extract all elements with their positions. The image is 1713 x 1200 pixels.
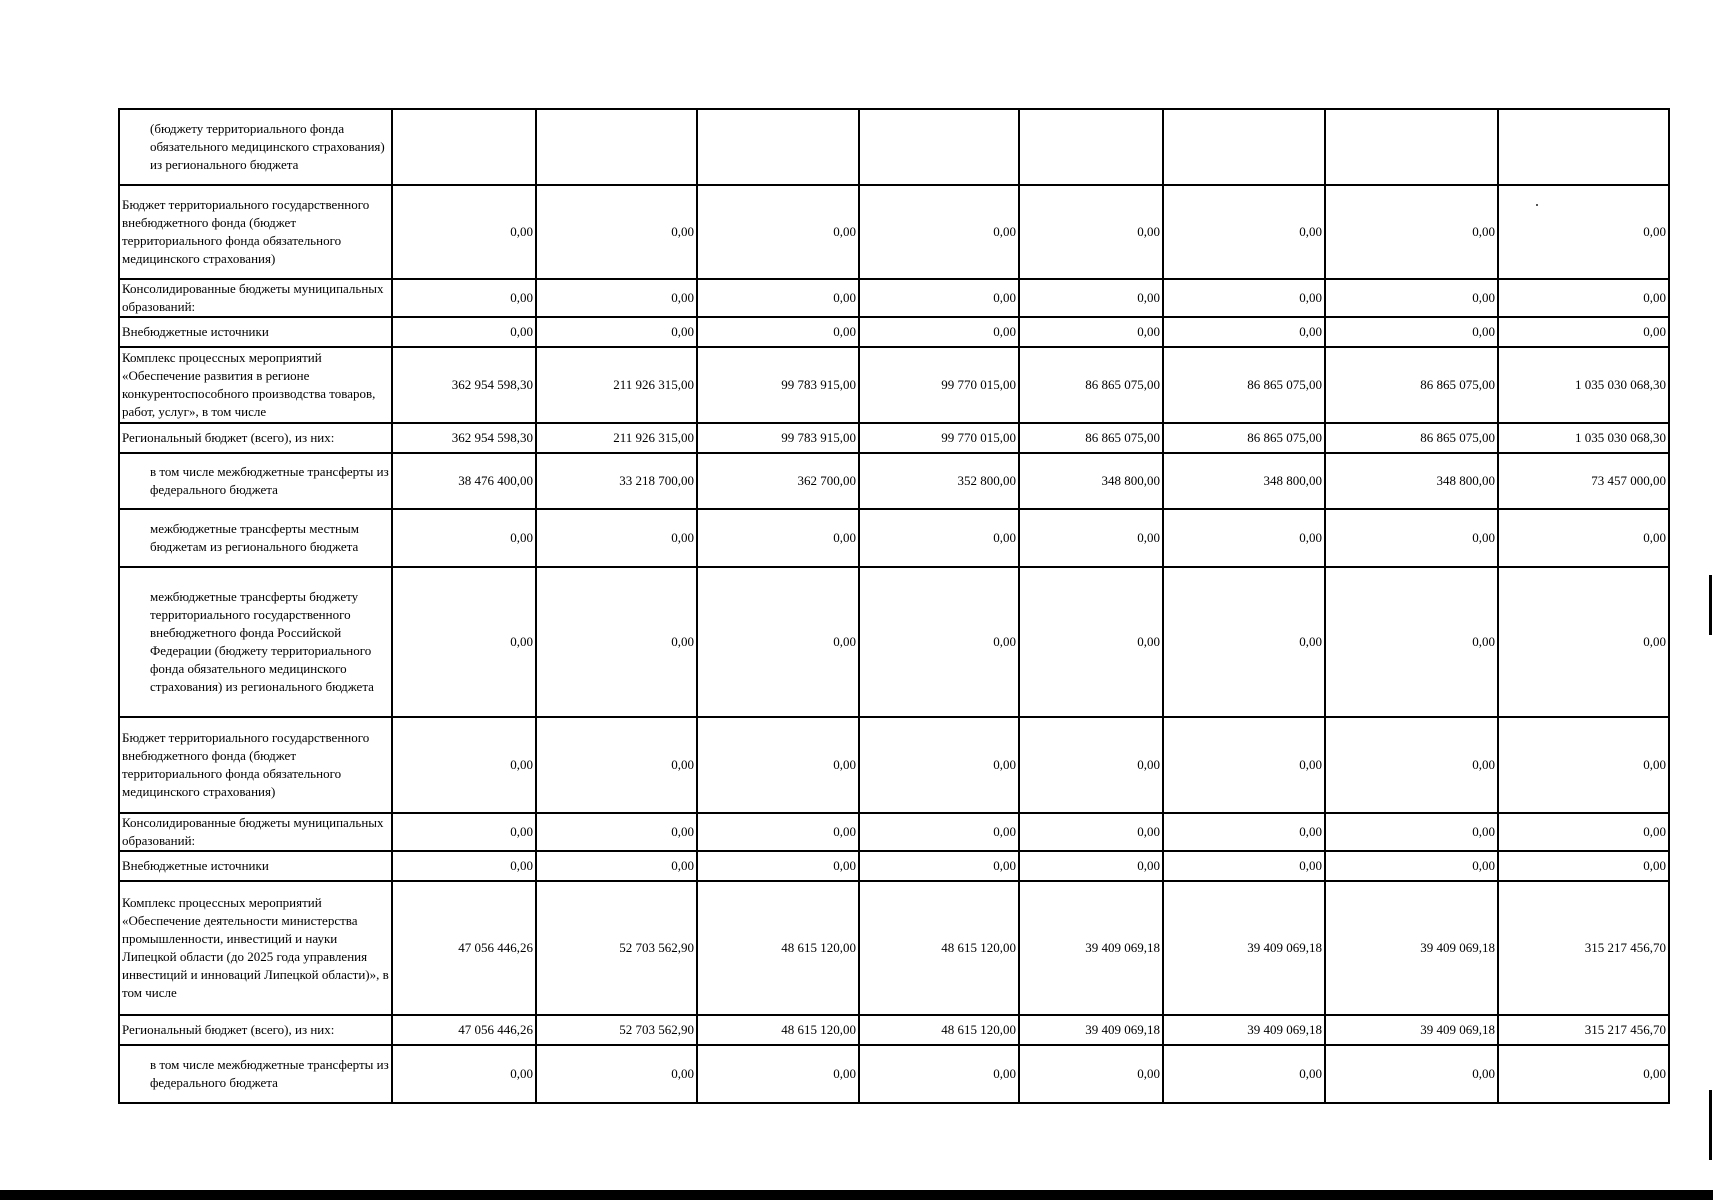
value-cell: 0,00 xyxy=(536,185,697,279)
value-cell: 0,00 xyxy=(1325,509,1498,567)
value-cell: 1 035 030 068,30 xyxy=(1498,347,1669,423)
value-cell: 99 783 915,00 xyxy=(697,347,859,423)
value-cell: 99 783 915,00 xyxy=(697,423,859,453)
table-row xyxy=(119,567,1669,717)
value-cell: 211 926 315,00 xyxy=(536,347,697,423)
value-cell: 0,00 xyxy=(536,1045,697,1103)
value-cell: 0,00 xyxy=(1325,317,1498,347)
value-cell: 352 800,00 xyxy=(859,453,1019,509)
value-cell: 48 615 120,00 xyxy=(697,1015,859,1045)
value-cell: 0,00 xyxy=(1498,813,1669,851)
value-cell: 0,00 xyxy=(392,509,536,567)
value-cell: 0,00 xyxy=(697,185,859,279)
row-label: в том числе межбюджетные трансферты из федерального бюджета xyxy=(119,453,392,509)
table-row xyxy=(119,453,1669,509)
value-cell: 0,00 xyxy=(1019,1045,1163,1103)
value-cell: 0,00 xyxy=(392,851,536,881)
value-cell: 48 615 120,00 xyxy=(859,881,1019,1015)
value-cell xyxy=(1498,109,1669,185)
value-cell: 0,00 xyxy=(697,851,859,881)
value-cell: 0,00 xyxy=(392,279,536,317)
value-cell: 0,00 xyxy=(1019,279,1163,317)
row-label: Региональный бюджет (всего), из них: xyxy=(119,1015,392,1045)
value-cell: 0,00 xyxy=(697,509,859,567)
table-row xyxy=(119,1015,1669,1045)
value-cell: 0,00 xyxy=(859,851,1019,881)
value-cell: 0,00 xyxy=(1019,851,1163,881)
value-cell: 38 476 400,00 xyxy=(392,453,536,509)
value-cell: 47 056 446,26 xyxy=(392,881,536,1015)
table-row xyxy=(119,109,1669,185)
scan-edge-mark xyxy=(1709,575,1712,635)
value-cell: 0,00 xyxy=(1498,567,1669,717)
value-cell: 0,00 xyxy=(1163,317,1325,347)
value-cell: 362 700,00 xyxy=(697,453,859,509)
value-cell: 0,00 xyxy=(859,567,1019,717)
value-cell: 0,00 xyxy=(1498,185,1669,279)
value-cell: 0,00 xyxy=(1163,567,1325,717)
value-cell: 0,00 xyxy=(536,279,697,317)
value-cell: 0,00 xyxy=(392,317,536,347)
row-label: Внебюджетные источники xyxy=(119,851,392,881)
value-cell: 33 218 700,00 xyxy=(536,453,697,509)
value-cell: 0,00 xyxy=(1163,851,1325,881)
row-label: межбюджетные трансферты бюджету территориального государственного внебюджетного фонда Российской Федерации (бюджету территориального фонда обязательного медицинского страхования) из регионального бюджета xyxy=(119,567,392,717)
value-cell: 86 865 075,00 xyxy=(1019,423,1163,453)
row-label: Консолидированные бюджеты муниципальных образований: xyxy=(119,279,392,317)
table-row xyxy=(119,813,1669,851)
value-cell: 0,00 xyxy=(536,567,697,717)
value-cell: 0,00 xyxy=(392,1045,536,1103)
row-label: межбюджетные трансферты местным бюджетам из регионального бюджета xyxy=(119,509,392,567)
value-cell: 0,00 xyxy=(392,717,536,813)
table-row xyxy=(119,279,1669,317)
value-cell: 0,00 xyxy=(536,509,697,567)
table-row xyxy=(119,851,1669,881)
row-label: Консолидированные бюджеты муниципальных образований: xyxy=(119,813,392,851)
table-row xyxy=(119,423,1669,453)
value-cell: 0,00 xyxy=(859,185,1019,279)
row-label: (бюджету территориального фонда обязательного медицинского страхования) из регионального бюджета xyxy=(119,109,392,185)
budget-table-body xyxy=(119,109,1669,1103)
value-cell: 0,00 xyxy=(1498,279,1669,317)
value-cell: 0,00 xyxy=(1498,317,1669,347)
value-cell: 0,00 xyxy=(859,509,1019,567)
value-cell: 0,00 xyxy=(392,567,536,717)
value-cell: 39 409 069,18 xyxy=(1163,1015,1325,1045)
value-cell: 0,00 xyxy=(697,279,859,317)
value-cell: 39 409 069,18 xyxy=(1019,1015,1163,1045)
value-cell: 73 457 000,00 xyxy=(1498,453,1669,509)
value-cell: 99 770 015,00 xyxy=(859,347,1019,423)
value-cell: 52 703 562,90 xyxy=(536,1015,697,1045)
value-cell xyxy=(392,109,536,185)
value-cell: 0,00 xyxy=(697,1045,859,1103)
value-cell: 39 409 069,18 xyxy=(1325,881,1498,1015)
value-cell: 0,00 xyxy=(536,717,697,813)
value-cell: 362 954 598,30 xyxy=(392,347,536,423)
value-cell: 0,00 xyxy=(859,1045,1019,1103)
value-cell: 86 865 075,00 xyxy=(1325,423,1498,453)
value-cell: 0,00 xyxy=(1498,509,1669,567)
scan-speck xyxy=(1536,204,1538,206)
value-cell: 39 409 069,18 xyxy=(1163,881,1325,1015)
table-row xyxy=(119,317,1669,347)
value-cell: 0,00 xyxy=(1019,317,1163,347)
value-cell: 348 800,00 xyxy=(1163,453,1325,509)
value-cell: 0,00 xyxy=(859,717,1019,813)
value-cell: 0,00 xyxy=(697,717,859,813)
table-row xyxy=(119,185,1669,279)
value-cell: 1 035 030 068,30 xyxy=(1498,423,1669,453)
value-cell: 99 770 015,00 xyxy=(859,423,1019,453)
value-cell: 52 703 562,90 xyxy=(536,881,697,1015)
value-cell: 0,00 xyxy=(859,813,1019,851)
value-cell: 315 217 456,70 xyxy=(1498,1015,1669,1045)
value-cell: 0,00 xyxy=(1163,813,1325,851)
value-cell: 0,00 xyxy=(1163,1045,1325,1103)
value-cell: 0,00 xyxy=(697,813,859,851)
value-cell: 0,00 xyxy=(1163,717,1325,813)
value-cell xyxy=(859,109,1019,185)
scan-edge-mark xyxy=(1709,1090,1712,1160)
value-cell: 0,00 xyxy=(1325,851,1498,881)
value-cell: 0,00 xyxy=(536,813,697,851)
value-cell: 0,00 xyxy=(1325,279,1498,317)
value-cell: 315 217 456,70 xyxy=(1498,881,1669,1015)
row-label: Бюджет территориального государственного внебюджетного фонда (бюджет территориального фонда обязательного медицинского страхования) xyxy=(119,185,392,279)
table-row xyxy=(119,1045,1669,1103)
scan-bottom-border xyxy=(0,1190,1713,1200)
value-cell xyxy=(697,109,859,185)
value-cell: 39 409 069,18 xyxy=(1325,1015,1498,1045)
row-label: Бюджет территориального государственного внебюджетного фонда (бюджет территориального фонда обязательного медицинского страхования) xyxy=(119,717,392,813)
value-cell: 0,00 xyxy=(1163,509,1325,567)
value-cell: 39 409 069,18 xyxy=(1019,881,1163,1015)
value-cell: 0,00 xyxy=(536,317,697,347)
row-label: Комплекс процессных мероприятий «Обеспечение деятельности министерства промышленности, инвестиций и науки Липецкой области (до 2025 года управления инвестиций и инноваций Липецкой области)», в том числе xyxy=(119,881,392,1015)
value-cell: 211 926 315,00 xyxy=(536,423,697,453)
value-cell xyxy=(1163,109,1325,185)
value-cell: 0,00 xyxy=(697,317,859,347)
budget-table-page xyxy=(118,108,1668,1104)
value-cell: 0,00 xyxy=(1325,567,1498,717)
value-cell: 0,00 xyxy=(1325,813,1498,851)
value-cell: 362 954 598,30 xyxy=(392,423,536,453)
value-cell: 0,00 xyxy=(1325,1045,1498,1103)
value-cell: 0,00 xyxy=(1019,509,1163,567)
value-cell: 348 800,00 xyxy=(1019,453,1163,509)
value-cell: 86 865 075,00 xyxy=(1163,347,1325,423)
value-cell: 48 615 120,00 xyxy=(697,881,859,1015)
value-cell: 0,00 xyxy=(392,813,536,851)
value-cell: 0,00 xyxy=(536,851,697,881)
value-cell: 348 800,00 xyxy=(1325,453,1498,509)
value-cell: 0,00 xyxy=(1325,185,1498,279)
value-cell: 0,00 xyxy=(1163,279,1325,317)
value-cell: 86 865 075,00 xyxy=(1163,423,1325,453)
value-cell: 0,00 xyxy=(1498,851,1669,881)
row-label: в том числе межбюджетные трансферты из федерального бюджета xyxy=(119,1045,392,1103)
table-row xyxy=(119,881,1669,1015)
value-cell: 0,00 xyxy=(1019,813,1163,851)
value-cell: 0,00 xyxy=(1019,185,1163,279)
value-cell: 0,00 xyxy=(859,279,1019,317)
row-label: Внебюджетные источники xyxy=(119,317,392,347)
value-cell: 0,00 xyxy=(1163,185,1325,279)
value-cell: 0,00 xyxy=(392,185,536,279)
value-cell: 47 056 446,26 xyxy=(392,1015,536,1045)
budget-table xyxy=(118,108,1670,1104)
value-cell: 0,00 xyxy=(1498,717,1669,813)
value-cell xyxy=(536,109,697,185)
value-cell: 0,00 xyxy=(697,567,859,717)
table-row xyxy=(119,347,1669,423)
value-cell xyxy=(1325,109,1498,185)
value-cell: 86 865 075,00 xyxy=(1325,347,1498,423)
table-row xyxy=(119,717,1669,813)
value-cell: 0,00 xyxy=(1019,717,1163,813)
value-cell xyxy=(1019,109,1163,185)
value-cell: 0,00 xyxy=(859,317,1019,347)
value-cell: 0,00 xyxy=(1325,717,1498,813)
value-cell: 48 615 120,00 xyxy=(859,1015,1019,1045)
row-label: Комплекс процессных мероприятий «Обеспечение развития в регионе конкурентоспособного производства товаров, работ, услуг», в том числе xyxy=(119,347,392,423)
value-cell: 0,00 xyxy=(1019,567,1163,717)
row-label: Региональный бюджет (всего), из них: xyxy=(119,423,392,453)
table-row xyxy=(119,509,1669,567)
value-cell: 86 865 075,00 xyxy=(1019,347,1163,423)
value-cell: 0,00 xyxy=(1498,1045,1669,1103)
